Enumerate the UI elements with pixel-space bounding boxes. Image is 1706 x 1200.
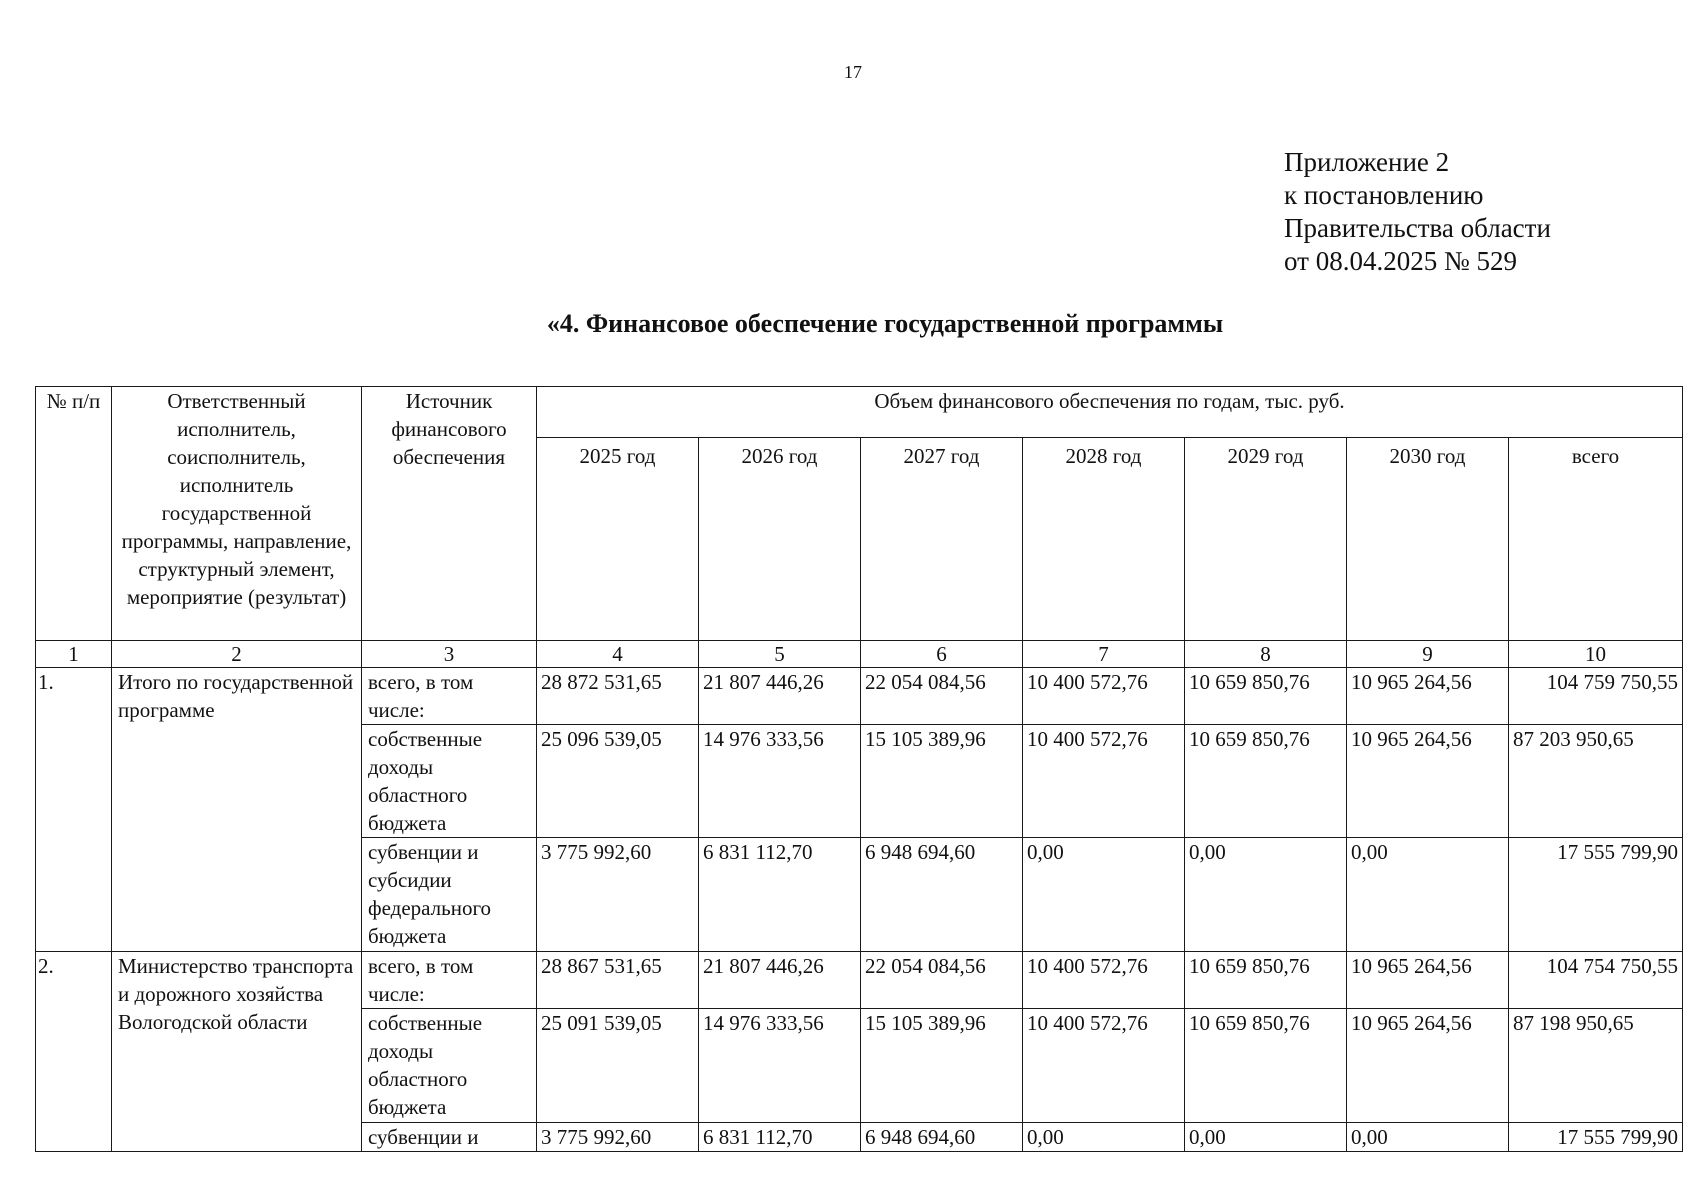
total-cell: 104 759 750,55 xyxy=(1509,668,1683,725)
value-cell: 21 807 446,26 xyxy=(699,668,861,725)
value-cell: 6 831 112,70 xyxy=(699,838,861,952)
value-cell: 10 659 850,76 xyxy=(1185,725,1347,838)
value-cell: 0,00 xyxy=(1185,838,1347,952)
value-cell: 25 091 539,05 xyxy=(537,1009,699,1123)
value-cell: 10 400 572,76 xyxy=(1023,668,1185,725)
appendix-line: Правительства области xyxy=(1284,213,1551,243)
row-executor: Итого по государственной программе xyxy=(112,668,362,952)
row-source: собственные доходы областного бюджета xyxy=(362,725,537,838)
header-year: 2026 год xyxy=(699,438,861,641)
column-index: 9 xyxy=(1347,641,1509,668)
column-index: 3 xyxy=(362,641,537,668)
value-cell: 10 400 572,76 xyxy=(1023,952,1185,1009)
value-cell: 21 807 446,26 xyxy=(699,952,861,1009)
value-cell: 14 976 333,56 xyxy=(699,725,861,838)
appendix-line: Приложение 2 xyxy=(1284,147,1450,177)
value-cell: 3 775 992,60 xyxy=(537,1123,699,1152)
value-cell: 0,00 xyxy=(1023,1123,1185,1152)
total-cell: 87 198 950,65 xyxy=(1509,1009,1683,1123)
value-cell: 15 105 389,96 xyxy=(861,725,1023,838)
value-cell: 0,00 xyxy=(1347,1123,1509,1152)
header-row xyxy=(36,387,1683,438)
header-total: всего xyxy=(1509,438,1683,641)
row-executor: Министерство транспорта и дорожного хозяйства Вологодской области xyxy=(112,952,362,1152)
header-source: Источник финансового обеспечения xyxy=(362,387,537,641)
header-year: 2025 год xyxy=(537,438,699,641)
value-cell: 3 775 992,60 xyxy=(537,838,699,952)
header-year: 2028 год xyxy=(1023,438,1185,641)
column-index: 8 xyxy=(1185,641,1347,668)
value-cell: 10 965 264,56 xyxy=(1347,952,1509,1009)
value-cell: 6 831 112,70 xyxy=(699,1123,861,1152)
value-cell: 28 872 531,65 xyxy=(537,668,699,725)
value-cell: 14 976 333,56 xyxy=(699,1009,861,1123)
value-cell: 28 867 531,65 xyxy=(537,952,699,1009)
row-source: всего, в том числе: xyxy=(362,952,537,1009)
column-index: 10 xyxy=(1509,641,1683,668)
value-cell: 6 948 694,60 xyxy=(861,1123,1023,1152)
header-num: № п/п xyxy=(36,387,112,641)
row-source: собственные доходы областного бюджета xyxy=(362,1009,537,1123)
row-number: 2. xyxy=(36,952,112,1152)
column-index: 5 xyxy=(699,641,861,668)
row-source: субвенции и xyxy=(362,1123,537,1152)
value-cell: 10 400 572,76 xyxy=(1023,725,1185,838)
value-cell: 25 096 539,05 xyxy=(537,725,699,838)
column-index: 1 xyxy=(36,641,112,668)
appendix-line: к постановлению xyxy=(1284,180,1484,210)
value-cell: 10 965 264,56 xyxy=(1347,725,1509,838)
column-index-row xyxy=(36,641,1683,668)
table-row xyxy=(36,952,1683,1009)
value-cell: 0,00 xyxy=(1185,1123,1347,1152)
header-year: 2027 год xyxy=(861,438,1023,641)
total-cell: 17 555 799,90 xyxy=(1509,1123,1683,1152)
total-cell: 87 203 950,65 xyxy=(1509,725,1683,838)
value-cell: 15 105 389,96 xyxy=(861,1009,1023,1123)
header-year: 2030 год xyxy=(1347,438,1509,641)
header-volume: Объем финансового обеспечения по годам, тыс. руб. xyxy=(537,387,1683,438)
value-cell: 10 965 264,56 xyxy=(1347,668,1509,725)
value-cell: 10 659 850,76 xyxy=(1185,668,1347,725)
appendix-line: от 08.04.2025 № 529 xyxy=(1284,246,1517,276)
column-index: 6 xyxy=(861,641,1023,668)
total-cell: 17 555 799,90 xyxy=(1509,838,1683,952)
value-cell: 0,00 xyxy=(1023,838,1185,952)
value-cell: 22 054 084,56 xyxy=(861,952,1023,1009)
value-cell: 0,00 xyxy=(1347,838,1509,952)
value-cell: 6 948 694,60 xyxy=(861,838,1023,952)
column-index: 4 xyxy=(537,641,699,668)
financing-table xyxy=(35,386,1683,1152)
header-executor: Ответственный исполнитель, соисполнитель, исполнитель государственной программы, направление, структурный элемент, мероприятие (результат) xyxy=(112,387,362,641)
row-source: всего, в том числе: xyxy=(362,668,537,725)
column-index: 2 xyxy=(112,641,362,668)
row-number: 1. xyxy=(36,668,112,952)
page-number: 17 xyxy=(844,62,862,82)
total-cell: 104 754 750,55 xyxy=(1509,952,1683,1009)
appendix-block xyxy=(1284,146,1551,278)
table-row xyxy=(36,668,1683,725)
value-cell: 10 659 850,76 xyxy=(1185,952,1347,1009)
document-title: «4. Финансовое обеспечение государственной программы xyxy=(546,309,1224,338)
row-source: субвенции и субсидии федерального бюджета xyxy=(362,838,537,952)
value-cell: 10 659 850,76 xyxy=(1185,1009,1347,1123)
value-cell: 10 965 264,56 xyxy=(1347,1009,1509,1123)
value-cell: 22 054 084,56 xyxy=(861,668,1023,725)
column-index: 7 xyxy=(1023,641,1185,668)
value-cell: 10 400 572,76 xyxy=(1023,1009,1185,1123)
header-year: 2029 год xyxy=(1185,438,1347,641)
